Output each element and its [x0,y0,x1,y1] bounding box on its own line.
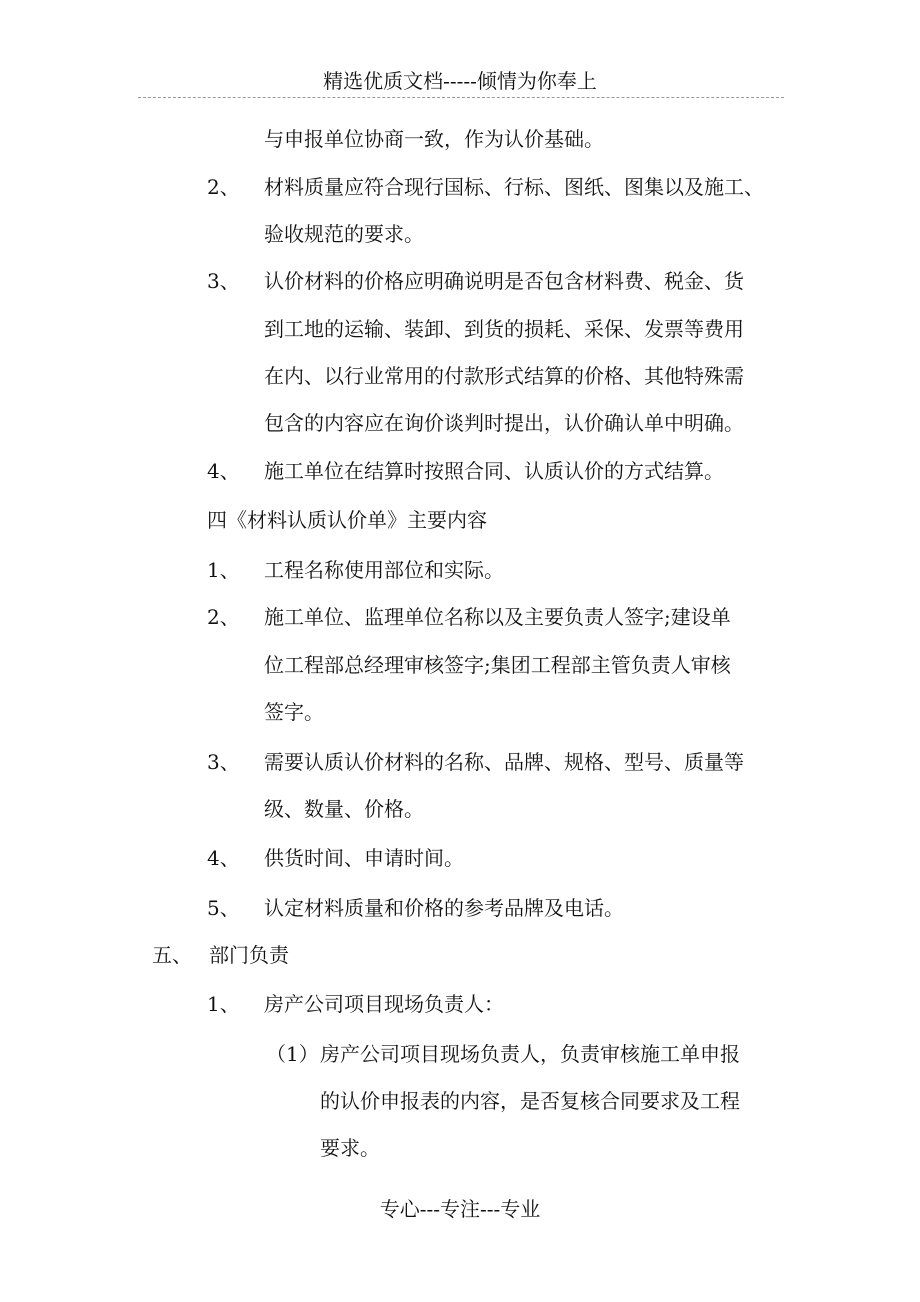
list-number: 4、 [207,459,240,483]
text-line: 供货时间、申请时间。 [264,846,464,870]
text-line: 在内、以行业常用的付款形式结算的价格、其他特殊需 [264,364,744,388]
text-line: 房产公司项目现场负责人，负责审核施工单申报 [320,1042,740,1066]
text-line: 位工程部总经理审核签字;集团工程部主管负责人审核 [264,653,731,677]
text-line: 房产公司项目现场负责人： [264,992,504,1016]
text-line: 包含的内容应在询价谈判时提出，认价确认单中明确。 [264,411,744,435]
text-line: 施工单位在结算时按照合同、认质认价的方式结算。 [264,459,724,483]
text-line: 的认价申报表的内容，是否复核合同要求及工程 [320,1089,740,1113]
text-line: 施工单位、监理单位名称以及主要负责人签字;建设单 [264,605,731,629]
text-line: 认定材料质量和价格的参考品牌及电话。 [264,896,624,920]
header-divider [138,97,784,98]
list-number: 1、 [207,992,240,1016]
section-heading: 部门负责 [209,943,289,967]
sub-list-number: （1） [266,1042,319,1066]
text-line: 需要认质认价材料的名称、品牌、规格、型号、质量等 [264,750,744,774]
list-number: 1、 [207,558,240,582]
text-line: 认价材料的价格应明确说明是否包含材料费、税金、货 [264,269,744,293]
section-number: 五、 [152,943,192,967]
list-number: 2、 [207,175,240,199]
text-line: 与申报单位协商一致，作为认价基础。 [264,127,604,151]
list-number: 5、 [207,896,240,920]
list-number: 3、 [207,750,240,774]
page-header: 精选优质文档-----倾情为你奉上 [323,69,597,93]
list-number: 3、 [207,269,240,293]
text-line: 工程名称使用部位和实际。 [264,558,504,582]
text-line: 到工地的运输、装卸、到货的损耗、采保、发票等费用 [264,317,744,341]
text-line: 要求。 [320,1136,380,1160]
page-footer: 专心---专注---专业 [379,1197,541,1221]
section-heading: 四《材料认质认价单》主要内容 [207,508,487,532]
list-number: 4、 [207,846,240,870]
text-line: 验收规范的要求。 [264,222,424,246]
text-line: 材料质量应符合现行国标、行标、图纸、图集以及施工、 [264,175,764,199]
text-line: 签字。 [264,700,324,724]
list-number: 2、 [207,605,240,629]
text-line: 级、数量、价格。 [264,797,424,821]
